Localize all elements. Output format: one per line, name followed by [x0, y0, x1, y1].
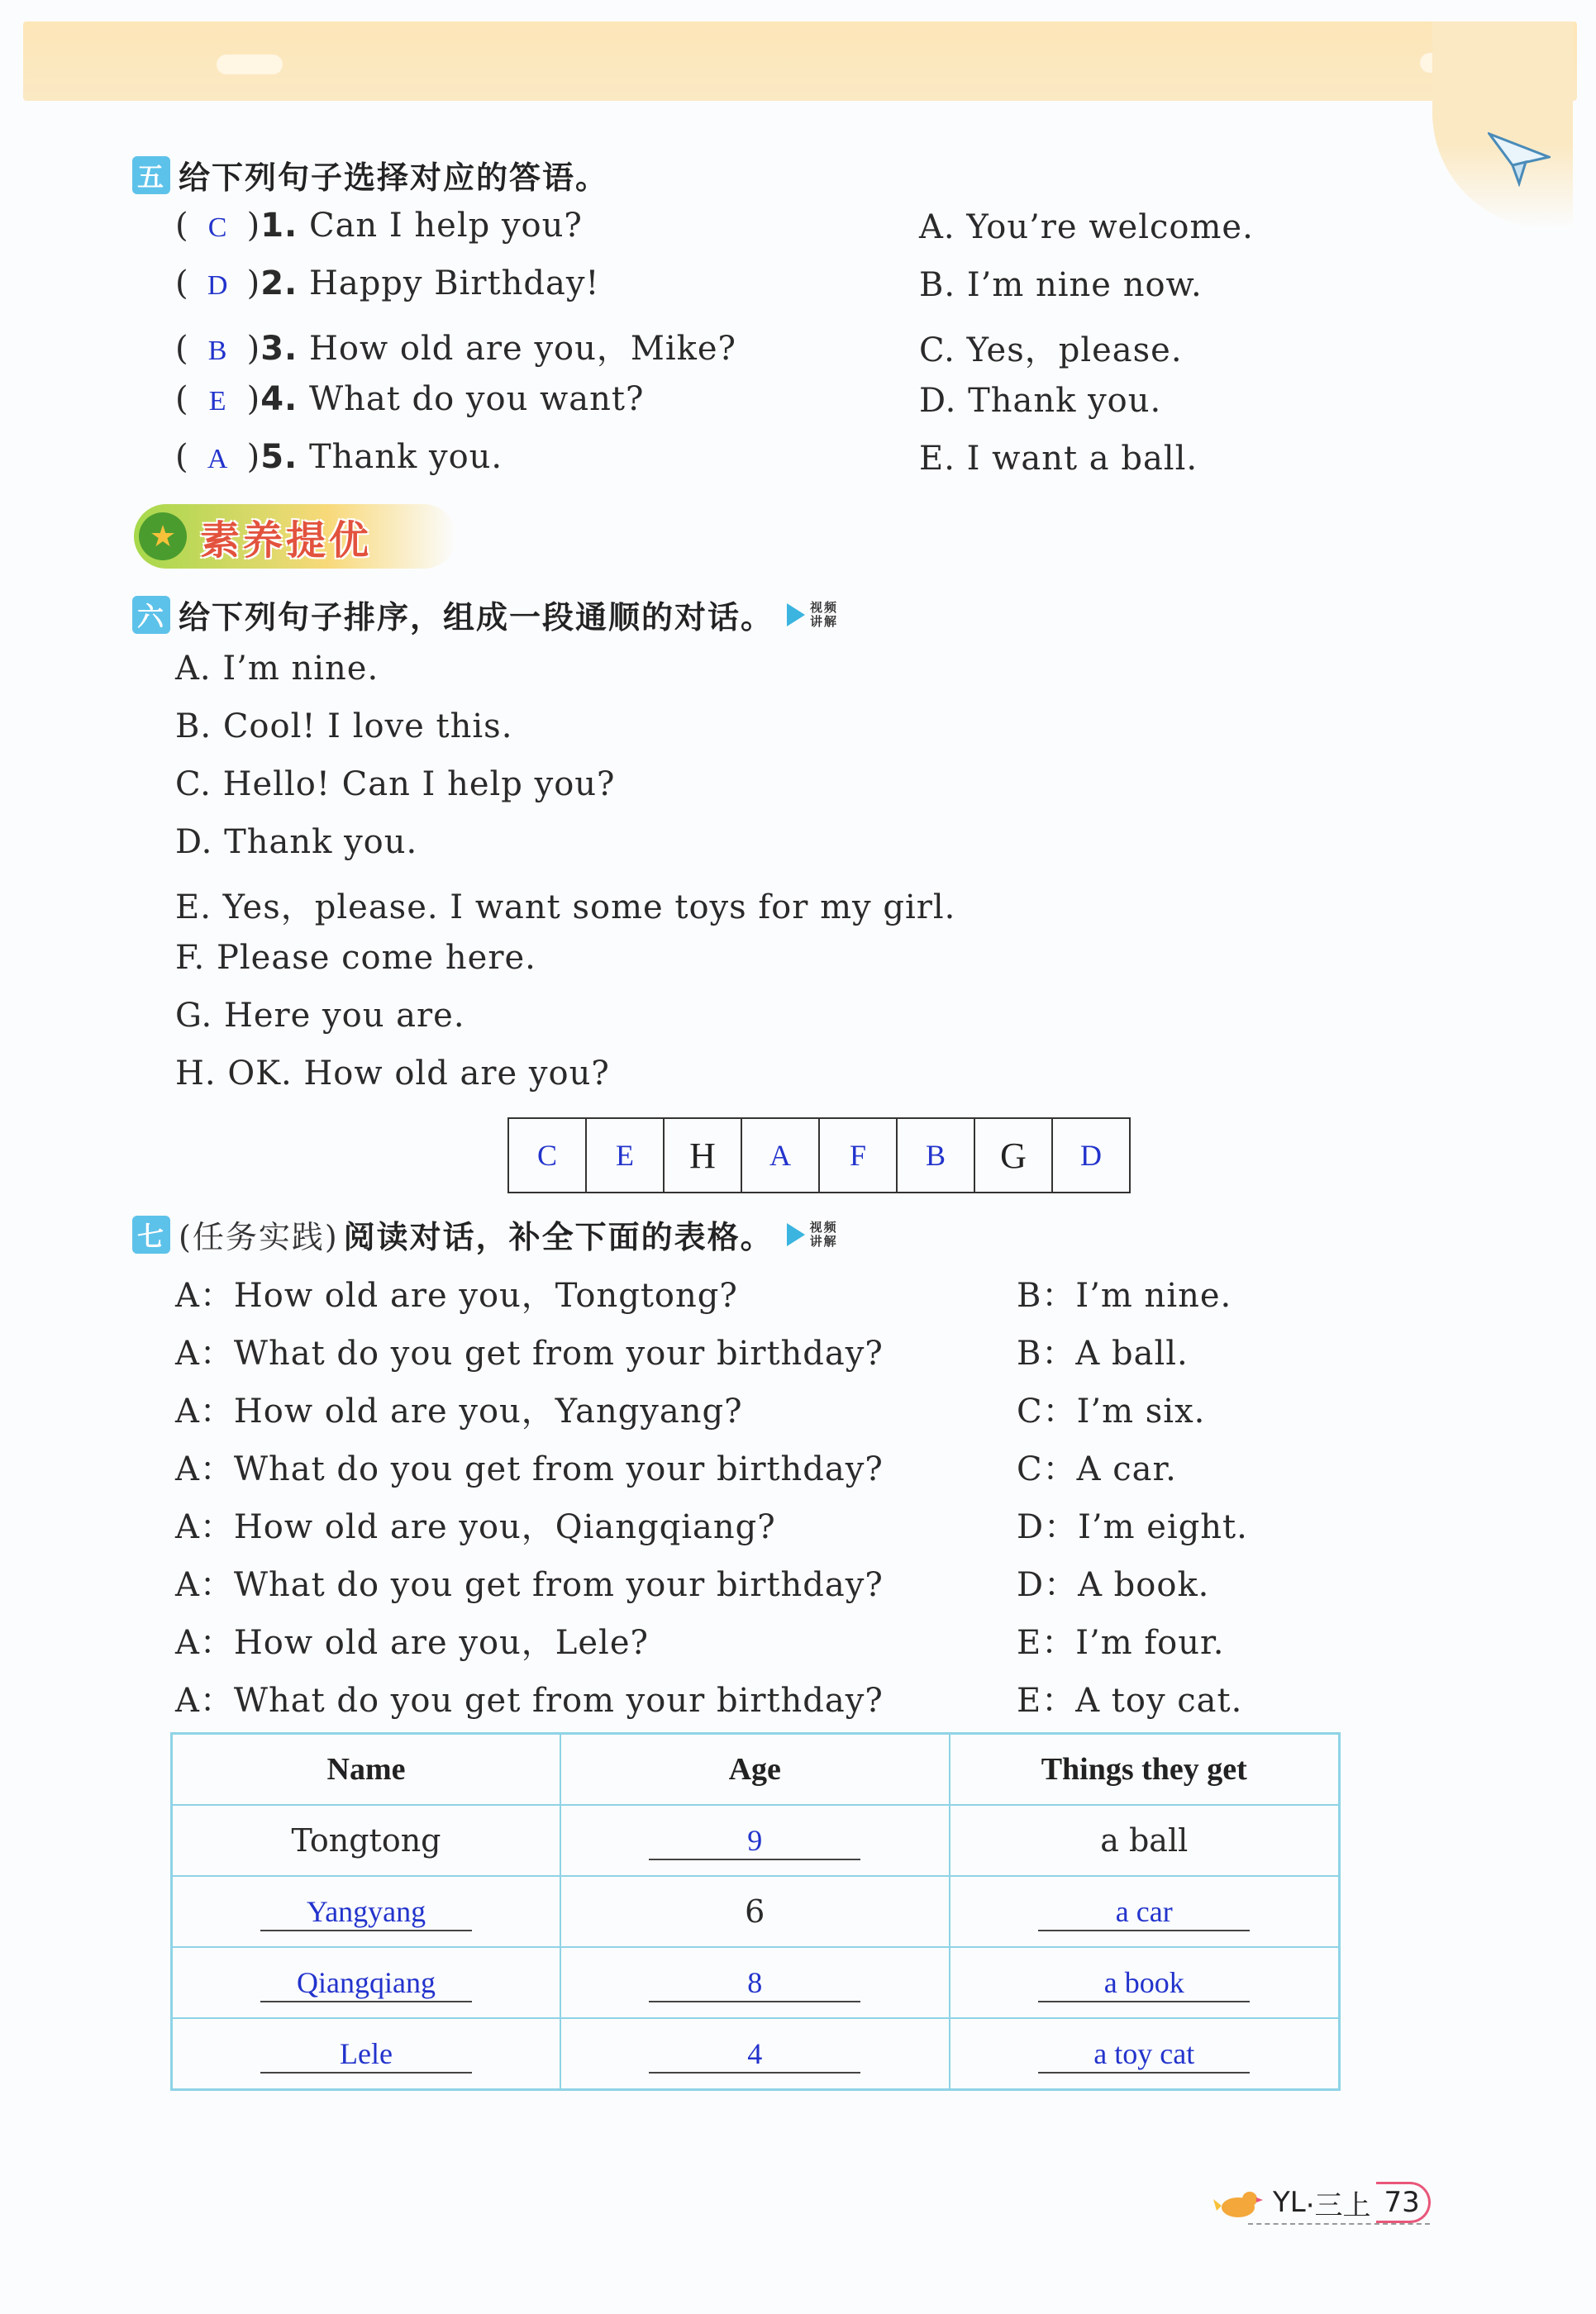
dialogue-question: A：How old are you，Qiangqiang? [175, 1508, 776, 1546]
filled-blank: Lele [260, 2035, 472, 2074]
filled-blank: Yangyang [260, 1893, 472, 1931]
question-number: 3. [260, 330, 298, 368]
banner-title: 素养提优 [200, 517, 373, 564]
section5-heading [132, 152, 608, 198]
column-header: Things they get [950, 1734, 1340, 1806]
dialogue-question: A：How old are you，Tongtong? [175, 1277, 738, 1315]
order-cell: D [1080, 1139, 1102, 1172]
filled-blank: Qiangqiang [260, 1964, 472, 2002]
table-cell [172, 1876, 561, 1947]
trophy-icon: ★ [139, 512, 187, 560]
answer-option: D. Thank you. [919, 382, 1162, 420]
paren-close: ) [246, 380, 261, 418]
question-text: What do you want? [308, 380, 645, 418]
table-cell [172, 1805, 561, 1876]
order-cell: B [898, 1119, 975, 1192]
answer-letter: A [207, 444, 229, 474]
table-row [172, 1805, 1340, 1876]
section-title: 阅读对话，补全下面的表格。 [343, 1219, 774, 1255]
question-number: 5. [260, 438, 298, 476]
sentence-item: D. Thank you. [175, 823, 418, 861]
section-banner [134, 504, 456, 569]
table-cell [560, 1947, 950, 2018]
dialogue-answer: B：A ball. [1017, 1335, 1189, 1373]
answer-option: C. Yes，please. [919, 331, 1183, 369]
cloud-decoration [217, 55, 283, 74]
page-footer [1213, 2182, 1431, 2223]
play-icon [787, 1223, 805, 1246]
paren-close: ) [246, 264, 261, 302]
sentence-item: F. Please come here. [175, 939, 536, 977]
sentence-item: B. Cool! I love this. [175, 707, 513, 745]
video-label: 视频讲解 [810, 599, 839, 629]
filled-blank: 8 [649, 1964, 860, 2002]
video-explain-button[interactable] [787, 1221, 840, 1249]
matching-question [175, 207, 583, 245]
answer-letter: D [207, 270, 229, 301]
filled-blank: a toy cat [1038, 2035, 1250, 2074]
column-header: Age [560, 1734, 950, 1806]
section-title: 给下列句子选择对应的答语。 [179, 160, 609, 196]
info-table [170, 1732, 1341, 2091]
order-cell: F [820, 1119, 898, 1192]
dialogue-question: A：What do you get from your birthday? [175, 1566, 884, 1604]
answer-option: A. You’re welcome. [919, 208, 1254, 246]
dialogue-answer: C：I’m six. [1017, 1393, 1206, 1431]
question-text: How old are you，Mike? [308, 330, 736, 368]
corner-decoration [1432, 21, 1573, 228]
matching-question [175, 322, 736, 369]
sentence-item: E. Yes，please. I want some toys for my girl. [175, 888, 956, 926]
order-cell: H [665, 1119, 742, 1192]
section7-heading [132, 1212, 840, 1257]
paren-close: ) [246, 330, 261, 368]
bird-icon [1213, 2184, 1263, 2221]
cell-value: 6 [745, 1893, 765, 1930]
table-row [172, 2018, 1340, 2090]
task-tag: (任务实践) [179, 1219, 339, 1255]
table-cell [172, 2018, 561, 2090]
question-number: 2. [260, 264, 298, 302]
answer-option: B. I’m nine now. [919, 266, 1203, 304]
paper-plane-icon [1488, 132, 1551, 187]
matching-question [175, 380, 644, 418]
dialogue-answer: B：I’m nine. [1017, 1277, 1232, 1315]
play-icon [787, 603, 805, 626]
dialogue-question: A：What do you get from your birthday? [175, 1335, 884, 1373]
answer-letter: E [208, 386, 227, 417]
answer-option: E. I want a ball. [919, 440, 1198, 478]
order-cell: C [509, 1119, 587, 1192]
section-number-badge: 六 [132, 596, 170, 634]
dialogue-question: A：What do you get from your birthday? [175, 1450, 884, 1488]
table-cell [560, 2018, 950, 2090]
table-row [172, 1876, 1340, 1947]
filled-blank: 9 [649, 1822, 860, 1860]
sentence-item: G. Here you are. [175, 997, 465, 1035]
series-code: YL [1273, 2186, 1306, 2219]
table-cell [950, 1805, 1340, 1876]
section6-heading [132, 592, 840, 637]
question-number: 1. [260, 207, 298, 245]
table-cell [172, 1947, 561, 2018]
table-cell [560, 1876, 950, 1947]
sentence-item: H. OK. How old are you? [175, 1055, 610, 1093]
paren-open: ( [175, 438, 189, 476]
answer-order-box [507, 1117, 1131, 1193]
paren-open: ( [175, 330, 189, 368]
paren-open: ( [175, 207, 189, 245]
order-cell: G [975, 1119, 1053, 1192]
table-cell [950, 2018, 1340, 2090]
dialogue-question: A：How old are you，Yangyang? [175, 1393, 743, 1431]
dialogue-answer: E：A toy cat. [1017, 1682, 1243, 1720]
dialogue-answer: D：A book. [1017, 1566, 1210, 1604]
dialogue-question: A：What do you get from your birthday? [175, 1682, 884, 1720]
paren-close: ) [246, 207, 261, 245]
dialogue-answer: E：I’m four. [1017, 1624, 1225, 1662]
table-cell [950, 1876, 1340, 1947]
cell-value: a ball [1100, 1822, 1189, 1859]
sentence-item: C. Hello! Can I help you? [175, 765, 616, 803]
video-explain-button[interactable] [787, 601, 840, 629]
dialogue-question: A：How old are you，Lele? [175, 1624, 649, 1662]
footer-divider [1248, 2223, 1430, 2225]
order-cell: A [742, 1119, 820, 1192]
cell-value: Tongtong [291, 1822, 441, 1859]
table-header-row [172, 1734, 1340, 1806]
page-number: 73 [1376, 2182, 1431, 2223]
filled-blank: 4 [649, 2035, 860, 2074]
table-cell [560, 1805, 950, 1876]
question-text: Thank you. [308, 438, 503, 476]
dialogue-answer: D：I’m eight. [1017, 1508, 1248, 1546]
answer-letter: C [207, 212, 228, 243]
question-text: Happy Birthday! [308, 264, 600, 302]
order-cell: E [587, 1119, 665, 1192]
table-cell [950, 1947, 1340, 2018]
paren-open: ( [175, 264, 189, 302]
filled-blank: a car [1038, 1893, 1250, 1931]
section-number-badge: 七 [132, 1216, 170, 1254]
section-title: 给下列句子排序，组成一段通顺的对话。 [179, 599, 774, 636]
paren-close: ) [246, 438, 261, 476]
section-number-badge: 五 [132, 156, 170, 194]
dialogue-answer: C：A car. [1017, 1450, 1177, 1488]
answer-letter: B [207, 336, 228, 366]
matching-question [175, 438, 503, 476]
table-row [172, 1947, 1340, 2018]
paren-open: ( [175, 380, 189, 418]
question-text: Can I help you? [308, 207, 583, 245]
column-header: Name [172, 1734, 561, 1806]
filled-blank: a book [1038, 1964, 1250, 2002]
question-number: 4. [260, 380, 298, 418]
grade-label: ·三上 [1305, 2188, 1371, 2222]
video-label: 视频讲解 [809, 1219, 838, 1249]
matching-question [175, 264, 600, 302]
sentence-item: A. I’m nine. [175, 650, 379, 688]
